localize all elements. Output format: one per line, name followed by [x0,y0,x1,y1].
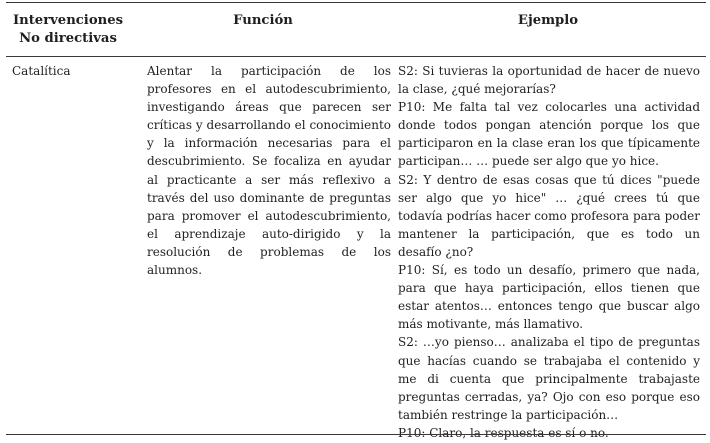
table-bottom-rule [6,434,706,435]
example-line: P10: Me falta tal vez colocarles una actividad donde todos pongan atención porque los que participaron en la clase eran los que típicamente participan… … puede ser algo que yo hice. [398,100,700,169]
header-example: Ejemplo [517,13,579,28]
example-line: S2: Y dentro de esas cosas que tú dices "puede ser algo que yo hice" … ¿qué crees tú que todavía podrías hacer como profesora para poder mantener la participación, que es todo un desafío ¿no? [398,172,700,259]
example-line: P10: Sí, es todo un desafío, primero que nada, para que haya participación, ellos tienen que estar atentos… entonces tengo que buscar algo más motivante, más llamativo. [398,263,700,332]
header-divider [6,56,706,57]
interventions-table [6,0,706,438]
example-line: P10: Claro, la respuesta es sí o no. [398,425,609,440]
intervention-type-cell: Catalítica [12,64,71,78]
example-line: S2: …yo pienso… analizaba el tipo de preguntas que hacías cuando se trabajaba el contenido y me di cuenta que principalmente trabajaste preguntas cerradas, ya? Ojo con eso porque eso también restringe la participación… [398,335,700,422]
example-line: S2: Si tuvieras la oportunidad de hacer de nuevo la clase, ¿qué mejorarías? [398,64,700,97]
table-top-rule [6,2,706,3]
header-function: Función [233,13,293,28]
example-cell [398,62,700,442]
header-interventions: Intervenciones No directivas [12,13,124,46]
function-cell: Alentar la participación de los profesores en el autodescubrimiento, investigando áreas que parecen ser críticas y desarrollando el conocimiento y la información necesarias para el descubrimiento. Se focaliza en ayudar al practicante a ser más reflexivo a través del uso dominante de preguntas para promover el autodescubrimiento, el aprendizaje auto-dirigido y la resolución de problemas de los alumnos. [147,64,391,278]
